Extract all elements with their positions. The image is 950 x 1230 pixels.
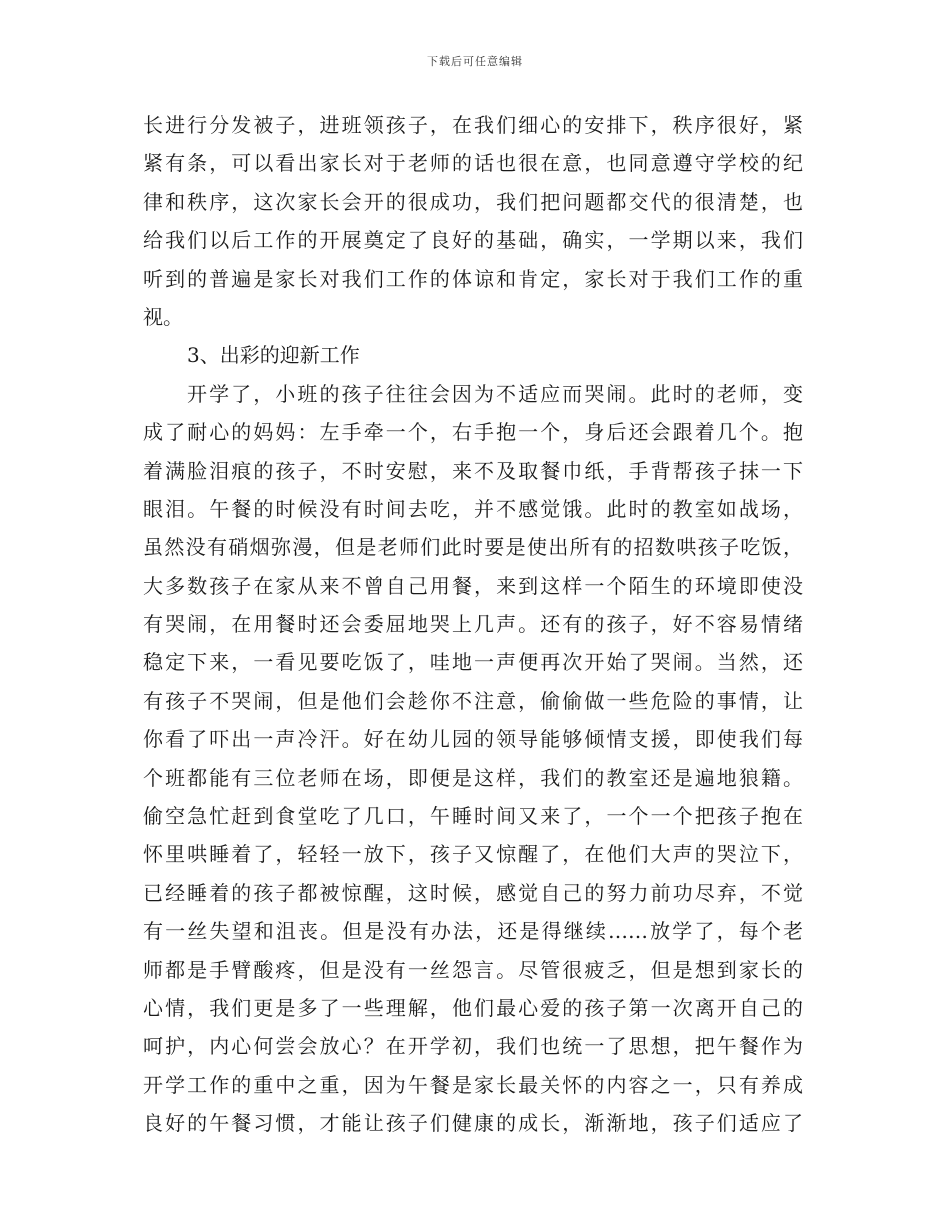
text-line: 紧有条，可以看出家长对于老师的话也很在意，也同意遵守学校的纪 [143,151,803,176]
page-header: 下载后可任意编辑 [427,55,523,68]
text-line: 已经睡着的孩子都被惊醒，这时候，感觉自己的努力前功尽弃，不觉 [143,880,803,905]
text-line: 有一丝失望和沮丧。但是没有办法，还是得继续……放学了，每个老 [143,919,803,944]
text-line: 师都是手臂酸疼，但是没有一丝怨言。尽管很疲乏，但是想到家长的 [143,957,803,982]
text-line: 视。 [143,304,183,329]
text-line: 有哭闹，在用餐时还会委屈地哭上几声。还有的孩子，好不容易情绪 [143,612,803,637]
text-line: 你看了吓出一声冷汗。好在幼儿园的领导能够倾情支援，即使我们每 [143,727,803,752]
text-line: 眼泪。午餐的时候没有时间去吃，并不感觉饿。此时的教室如战场， [143,496,803,521]
text-line: 给我们以后工作的开展奠定了良好的基础，确实，一学期以来，我们 [143,228,803,253]
text-line: 长进行分发被子，进班领孩子，在我们细心的安排下，秩序很好，紧 [143,113,803,137]
text-line: 个班都能有三位老师在场，即便是这样，我们的教室还是遍地狼籍。 [143,765,803,790]
text-line: 稳定下来，一看见要吃饭了，哇地一声便再次开始了哭闹。当然，还 [143,650,803,675]
text-line: 偷空急忙赶到食堂吃了几口，午睡时间又来了，一个一个把孩子抱在 [143,804,803,829]
body-text [143,106,803,1143]
text-line: 心情，我们更是多了一些理解，他们最心爱的孩子第一次离开自己的 [143,995,803,1020]
text-line: 律和秩序，这次家长会开的很成功，我们把问题都交代的很清楚，也 [143,189,803,214]
text-line: 怀里哄睡着了，轻轻一放下，孩子又惊醒了，在他们大声的哭泣下， [143,842,803,867]
text-line: 良好的午餐习惯，才能让孩子们健康的成长，渐渐地，孩子们适应了 [143,1111,803,1136]
text-line: 虽然没有硝烟弥漫，但是老师们此时要是使出所有的招数哄孩子吃饭， [143,535,803,560]
text-line: 呵护，内心何尝会放心？在开学初，我们也统一了思想，把午餐作为 [143,1034,803,1059]
text-line: 有孩子不哭闹，但是他们会趁你不注意，偷偷做一些危险的事情，让 [143,688,803,713]
text-line: 大多数孩子在家从来不曾自己用餐，来到这样一个陌生的环境即使没 [143,573,803,598]
text-line: 听到的普遍是家长对我们工作的体谅和肯定，家长对于我们工作的重 [143,266,803,291]
text-line: 开学工作的重中之重，因为午餐是家长最关怀的内容之一，只有养成 [143,1072,803,1097]
section-heading: 3、出彩的迎新工作 [187,343,360,368]
text-line: 成了耐心的妈妈：左手牵一个，右手抱一个，身后还会跟着几个。抱 [143,420,803,445]
text-line: 着满脸泪痕的孩子，不时安慰，来不及取餐巾纸，手背帮孩子抹一下 [143,458,803,483]
paragraph-first-line: 开学了，小班的孩子往往会因为不适应而哭闹。此时的老师，变 [187,381,803,406]
